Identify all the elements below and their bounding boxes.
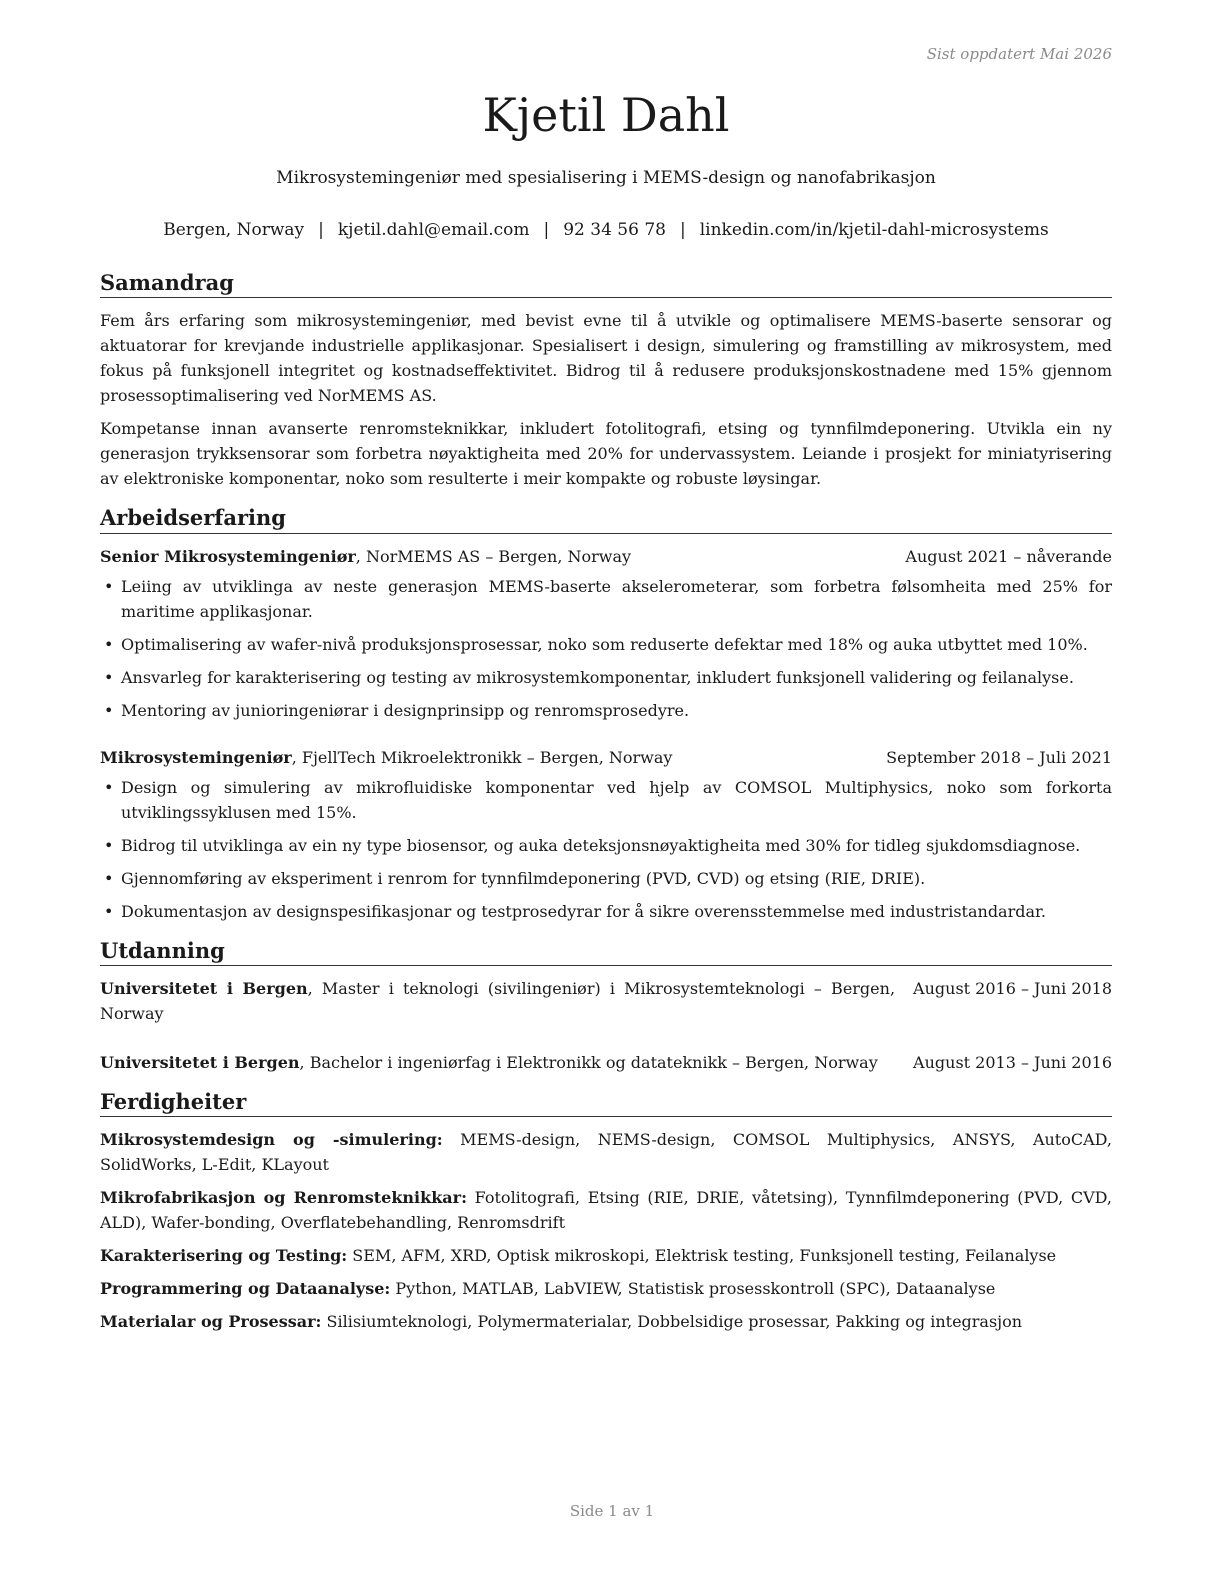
skill-value: MEMS-design, NEMS-design, COMSOL Multiphysics, ANSYS, AutoCAD, SolidWorks, L-Edit, KLayout (100, 1130, 1113, 1174)
summary-paragraph: Kompetanse innan avanserte renromsteknikkar, inkludert fotolitografi, etsing og tynnfilmdeponering. Utvikla ein ny generasjon trykksensorar som forbetra nøyaktigheita med 20% for undervassystem. Leiande i prosjekt for miniatyrisering av elektroniske komponentar, noko som resulterte i meir kompakte og robuste løysingar. (100, 419, 1112, 489)
contact-linkedin[interactable]: linkedin.com/in/kjetil-dahl-microsystems (699, 220, 1049, 240)
resume-content (100, 270, 1112, 1348)
skill-value: Fotolitografi, Etsing (RIE, DRIE, våtetsing), Tynnfilmdeponering (PVD, CVD, ALD), Wafer-bonding, Overflatebehandling, Renromsdrift (100, 1188, 1112, 1232)
contact-line (100, 220, 1112, 240)
contact-location: Bergen, Norway (163, 220, 305, 240)
skill-row (100, 1127, 1112, 1177)
contact-email[interactable]: kjetil.dahl@email.com (337, 220, 530, 240)
section-title: Utdanning (100, 938, 1112, 966)
skill-row (100, 1243, 1112, 1268)
skill-value: Python, MATLAB, LabVIEW, Statistisk prosesskontroll (SPC), Dataanalyse (390, 1279, 996, 1298)
contact-phone: 92 34 56 78 (563, 220, 666, 240)
skill-value: SEM, AFM, XRD, Optisk mikroskopi, Elektrisk testing, Funksjonell testing, Feilanalyse (347, 1246, 1057, 1265)
list-item: • Mentoring av junioringeniørar i designprinsipp og renromsprosedyre. (100, 698, 1112, 723)
list-item: • Bidrog til utviklinga av ein ny type biosensor, og auka deteksjonsnøyaktigheita med 30% for tidleg sjukdomsdiagnose. (100, 833, 1112, 858)
page-number: Side 1 av 1 (569, 1502, 655, 1520)
skill-label: Materialar og Prosessar: (100, 1312, 322, 1331)
job-dates: September 2018 – Juli 2021 (886, 747, 1112, 767)
list-item: • Optimalisering av wafer-nivå produksjonsprosessar, noko som reduserte defektar med 18% og auka utbyttet med 10%. (100, 632, 1112, 657)
candidate-name: Kjetil Dahl (482, 88, 730, 142)
job-entry (100, 544, 1112, 723)
summary-paragraph: Fem års erfaring som mikrosystemingeniør, med bevist evne til å utvikle og optimalisere MEMS-baserte sensorar og aktuatorar for krevjande industrielle applikasjonar. Spesialisert i design, simulering og framstilling av mikrosystem, med fokus på funksjonell integritet og kostnadseffektivitet. Bidrog til å redusere produksjonskostnadene med 15% gjennom prosessoptimalisering ved NorMEMS AS. (100, 311, 1112, 406)
job-bullets (100, 574, 1112, 723)
section-title: Ferdigheiter (100, 1089, 1112, 1117)
job-role: Senior Mikrosystemingeniør (100, 546, 356, 566)
education-section (100, 938, 1112, 1075)
last-updated: Sist oppdatert Mai 2026 (926, 45, 1112, 63)
job-org: , FjellTech Mikroelektronikk – Bergen, Norway (291, 747, 673, 767)
contact-separator: | (318, 220, 324, 240)
job-org: , NorMEMS AS – Bergen, Norway (355, 546, 632, 566)
list-item: • Ansvarleg for karakterisering og testing av mikrosystemkomponentar, inkludert funksjonell validering og feilanalyse. (100, 665, 1112, 690)
school-name: Universitetet i Bergen (100, 978, 308, 998)
job-header (100, 745, 1112, 770)
list-item: • Leiing av utviklinga av neste generasjon MEMS-baserte akselerometerar, som forbetra følsomheita med 25% for maritime applikasjonar. (100, 574, 1112, 624)
school-name: Universitetet i Bergen (100, 1052, 300, 1072)
job-bullets (100, 775, 1112, 924)
skill-label: Karakterisering og Testing: (100, 1246, 348, 1265)
skills-section (100, 1089, 1112, 1334)
skill-label: Programmering og Dataanalyse: (100, 1279, 391, 1298)
tagline: Mikrosystemingeniør med spesialisering i MEMS-design og nanofabrikasjon (276, 168, 936, 188)
experience-section (100, 505, 1112, 923)
education-dates: August 2013 – Juni 2016 (913, 1052, 1112, 1072)
education-entry (100, 1050, 1112, 1075)
skill-value: Silisiumteknologi, Polymermaterialar, Dobbelsidige prosessar, Pakking og integrasjon (321, 1312, 1023, 1331)
job-entry (100, 745, 1112, 924)
skill-row (100, 1185, 1112, 1235)
section-title: Samandrag (100, 270, 1112, 298)
skill-row (100, 1276, 1112, 1301)
list-item: • Gjennomføring av eksperiment i renrom for tynnfilmdeponering (PVD, CVD) og etsing (RIE, DRIE). (100, 866, 1112, 891)
contact-separator: | (679, 220, 686, 240)
skill-row (100, 1309, 1112, 1334)
section-title: Arbeidserfaring (100, 505, 1112, 533)
education-dates: August 2016 – Juni 2018 (913, 978, 1112, 998)
job-header (100, 544, 1112, 569)
summary-section (100, 270, 1112, 491)
skill-label: Mikrofabrikasjon og Renromsteknikkar: (100, 1188, 467, 1207)
degree-detail: , Master i teknologi (sivilingeniør) i Mikrosystemteknologi – Bergen, Norway (100, 978, 896, 1023)
list-item: • Design og simulering av mikrofluidiske komponentar ved hjelp av COMSOL Multiphysics, noko som forkorta utviklingssyklusen med 15%. (100, 775, 1112, 825)
degree-detail: , Bachelor i ingeniørfag i Elektronikk og datateknikk – Bergen, Norway (299, 1052, 878, 1072)
job-role: Mikrosystemingeniør (100, 747, 292, 767)
skill-label: Mikrosystemdesign og -simulering: (100, 1130, 443, 1149)
list-item: • Dokumentasjon av designspesifikasjonar og testprosedyrar for å sikre overensstemmelse med industristandardar. (100, 899, 1112, 924)
contact-separator: | (543, 220, 550, 240)
job-dates: August 2021 – nåverande (905, 546, 1112, 566)
education-entry (100, 976, 1112, 1026)
